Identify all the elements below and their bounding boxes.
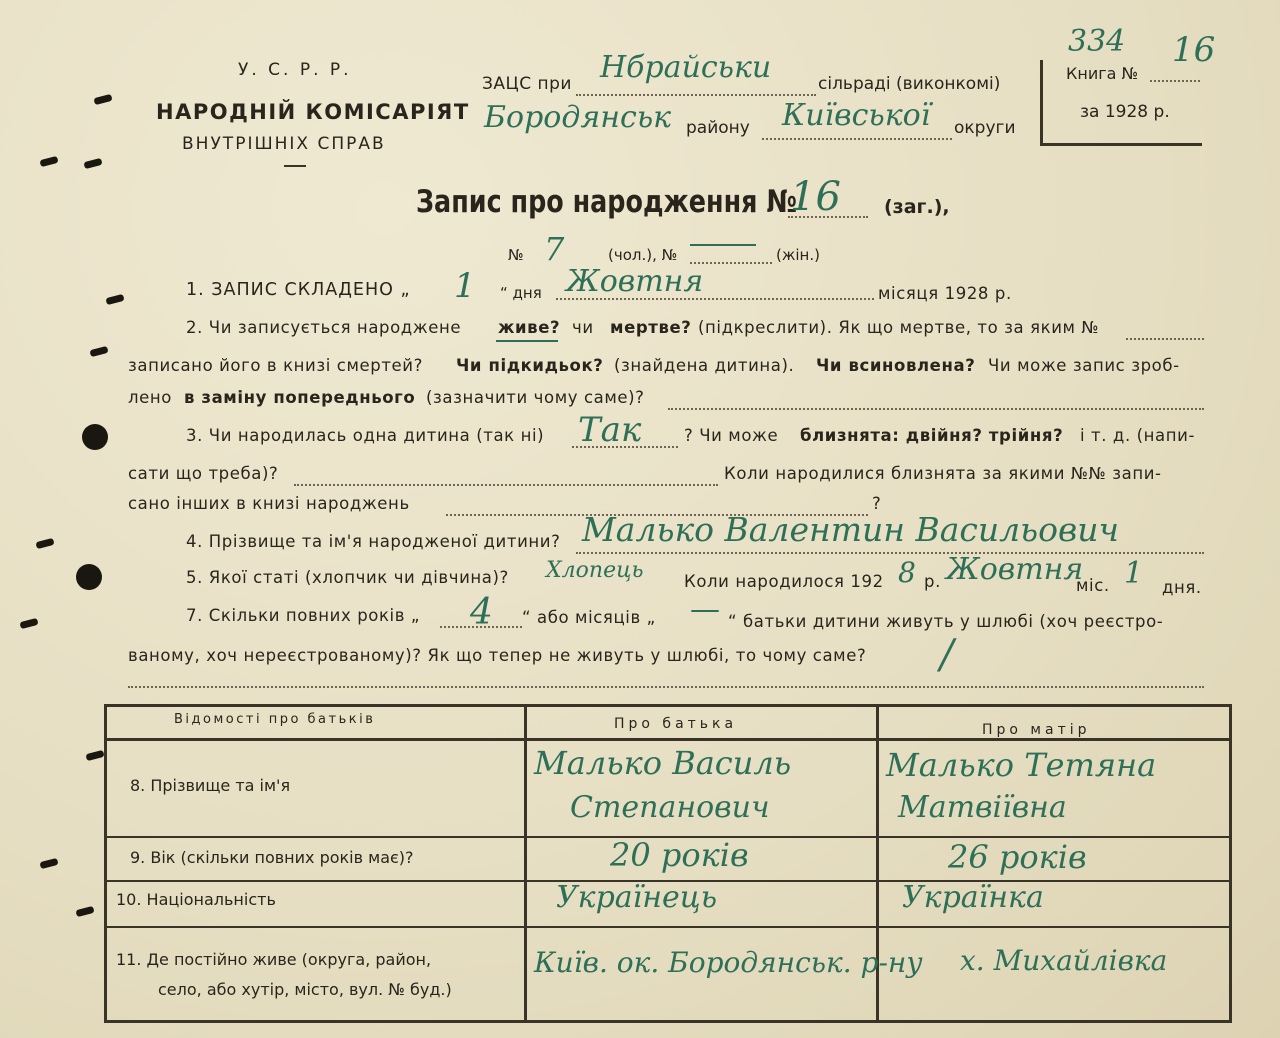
q2-foundling: Чи підкидьок? <box>456 356 604 375</box>
q7-handwritten: / <box>940 632 954 678</box>
q2-line2: записано його в книзі смертей? <box>128 356 423 375</box>
zags-village-handwritten: Нбрайськи <box>600 50 772 85</box>
table-header-info: Відомості про батьків <box>174 712 376 727</box>
q2-label: 2. Чи записується народжене <box>186 318 462 337</box>
female-label: (жін.) <box>776 246 820 264</box>
raion-handwritten: Бородянськ <box>484 100 672 135</box>
q3-line2: сати що треба)? <box>128 464 279 483</box>
binding-mark <box>85 750 104 761</box>
binding-mark <box>19 618 38 629</box>
binding-mark <box>105 294 124 305</box>
q2-alive: живе? <box>498 318 561 337</box>
q2-replace: в заміну попереднього <box>184 388 416 407</box>
table-border <box>104 926 1232 928</box>
fill-line <box>440 626 522 628</box>
binding-mark <box>39 858 58 869</box>
q3-handwritten: Так <box>578 410 642 450</box>
fill-line <box>1126 338 1204 340</box>
book-box-border <box>1040 60 1043 144</box>
q5-sex-handwritten: Хлопець <box>546 558 644 583</box>
q5-dnia: дня. <box>1162 578 1202 597</box>
raion-label: району <box>686 118 750 138</box>
dash-handwritten <box>690 244 756 246</box>
q2-line2-c: Чи може запис зроб- <box>988 356 1180 375</box>
record-number-handwritten: 16 <box>790 174 841 220</box>
fill-line <box>128 686 1204 688</box>
male-number-handwritten: 7 <box>544 230 565 268</box>
father-age-handwritten: 20 років <box>610 836 749 874</box>
department-label: ВНУТРІШНІХ СПРАВ <box>182 134 386 154</box>
q1-month-handwritten: Жовтня <box>566 264 704 299</box>
row-nationality-label: 10. Національність <box>116 890 276 909</box>
male-prefix: № <box>508 246 524 264</box>
mother-patronymic-handwritten: Матвіївна <box>898 790 1067 825</box>
q4-child-name-handwritten: Малько Валентин Васильович <box>582 510 1119 549</box>
q3-text-c: і т. д. (напи- <box>1080 426 1196 445</box>
mother-name-handwritten: Малько Тетяна <box>886 746 1157 784</box>
q5-day-handwritten: 1 <box>1124 556 1144 591</box>
binding-mark <box>93 94 112 105</box>
ussr-label: У. С. Р. Р. <box>238 60 352 80</box>
q3-line3-b: ? <box>872 494 882 513</box>
q3-line3: сано інших в книзі народжень <box>128 494 410 513</box>
okruga-handwritten: Київської <box>782 98 931 133</box>
q1-day-label: “ дня <box>500 284 542 302</box>
q5-month-handwritten: Жовтня <box>946 552 1084 587</box>
father-residence-handwritten: Київ. ок. Бородянськ. р-ну <box>534 946 923 979</box>
q7-text: “ батьки дитини живуть у шлюбі (хоч реєстро- <box>728 612 1164 631</box>
q2-dead: мертве? <box>610 318 692 337</box>
q4-label: 4. Прізвище та ім'я народженої дитини? <box>186 532 561 551</box>
okruga-label: округи <box>954 118 1016 138</box>
row-name-label: 8. Прізвище та ім'я <box>130 776 291 795</box>
fill-line <box>788 216 868 218</box>
commissariat-label: НАРОДНІЙ КОМІСАРІЯТ <box>156 100 470 124</box>
book-number-handwritten: 334 <box>1068 24 1126 59</box>
table-header-mother: Про матір <box>982 722 1091 738</box>
table-border <box>104 738 1232 741</box>
q5-mis: міс. <box>1076 576 1110 595</box>
mother-age-handwritten: 26 років <box>948 838 1087 876</box>
q2-line3: лено <box>128 388 172 407</box>
fill-line <box>576 94 816 96</box>
punch-hole <box>82 424 108 450</box>
binding-mark <box>89 346 108 357</box>
fill-line <box>668 408 1204 410</box>
table-border <box>524 704 527 1022</box>
punch-hole <box>76 564 102 590</box>
row-residence-label-2: село, або хутір, місто, вул. № буд.) <box>158 980 452 999</box>
fill-line <box>1150 80 1200 82</box>
q3-twins: близнята: двійня? трійня? <box>800 426 1064 445</box>
mother-nationality-handwritten: Українка <box>902 880 1044 915</box>
q2-adopted: Чи всиновлена? <box>816 356 976 375</box>
fill-line <box>576 552 1204 554</box>
binding-mark <box>75 906 94 917</box>
q3-label: 3. Чи народилась одна дитина (так ні) <box>186 426 545 445</box>
father-name-handwritten: Малько Василь <box>534 744 792 782</box>
q7-months-handwritten: — <box>690 592 720 627</box>
q5-r: р. <box>924 572 941 591</box>
row-age-label: 9. Вік (скільки повних років має)? <box>130 848 414 867</box>
year-label: за 1928 р. <box>1080 102 1170 122</box>
q3-text: ? Чи може <box>684 426 779 445</box>
zags-prefix: ЗАЦС при <box>482 74 572 94</box>
table-border <box>104 704 1232 707</box>
table-border <box>1229 704 1232 1022</box>
underline-handwritten <box>496 340 558 342</box>
binding-mark <box>39 156 58 167</box>
fill-line <box>294 484 718 486</box>
male-label: (чол.), № <box>608 246 678 264</box>
q1-label: 1. ЗАПИС СКЛАДЕНО „ <box>186 280 411 300</box>
mother-residence-handwritten: х. Михайлівка <box>960 944 1168 977</box>
q2-or: чи <box>572 318 594 337</box>
fill-line <box>556 298 874 300</box>
book-label: Книга № <box>1066 64 1139 83</box>
row-residence-label: 11. Де постійно живе (округа, район, <box>116 950 432 969</box>
q7-years-handwritten: 4 <box>470 592 493 633</box>
q7-line2: ваному, хоч нереєстрованому)? Як що тепер не живуть у шлюбі, то чому саме? <box>128 646 867 665</box>
book-box-border <box>1040 143 1202 146</box>
zags-suffix: сільраді (виконкомі) <box>818 74 1001 94</box>
table-header-father: Про батька <box>614 716 738 732</box>
q2-line3-b: (зазначити чому саме)? <box>426 388 645 407</box>
q2-text: (підкреслити). Як що мертве, то за яким № <box>698 318 1100 337</box>
father-patronymic-handwritten: Степанович <box>570 790 770 825</box>
q3-line2-b: Коли народилися близнята за якими №№ запи- <box>724 464 1162 483</box>
record-title: Запис про народження № <box>416 184 797 220</box>
table-border <box>104 704 107 1022</box>
binding-mark <box>83 158 102 169</box>
table-border <box>104 1020 1232 1023</box>
q5-year-handwritten: 8 <box>898 556 916 589</box>
divider <box>284 165 306 167</box>
book-handwritten: 16 <box>1172 30 1216 70</box>
fill-line <box>572 446 678 448</box>
q5-text: Коли народилося 192 <box>684 572 884 591</box>
record-title-suffix: (заг.), <box>884 196 950 218</box>
fill-line <box>762 138 952 140</box>
father-nationality-handwritten: Українець <box>556 880 718 915</box>
q1-year-label: місяця 1928 р. <box>878 284 1012 303</box>
q7-months-label: “ або місяців „ <box>522 608 656 627</box>
q7-label: 7. Скільки повних років „ <box>186 606 421 625</box>
q1-day-handwritten: 1 <box>454 266 476 306</box>
q5-label: 5. Якої статі (хлопчик чи дівчина)? <box>186 568 509 587</box>
q2-line2-b: (знайдена дитина). <box>614 356 795 375</box>
binding-mark <box>35 538 54 549</box>
